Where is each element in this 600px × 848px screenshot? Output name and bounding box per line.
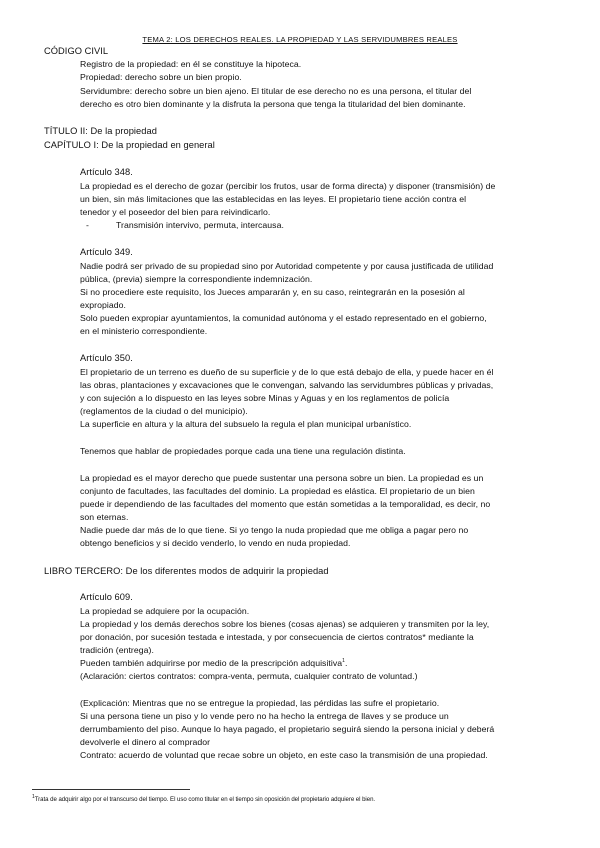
footnote-divider — [32, 789, 190, 790]
article-609-line: tradición (entrega). — [80, 645, 154, 655]
article-609-line: La propiedad se adquiere por la ocupación. — [80, 606, 250, 616]
page-title: TEMA 2: LOS DERECHOS REALES. LA PROPIEDAD Y LAS SERVIDUMBRES REALES — [142, 35, 458, 44]
explicacion-line: (Explicación: Mientras que no se entregue la propiedad, las pérdidas las sufre el propietario. — [80, 698, 440, 708]
article-350-line: La superficie en altura y la altura del subsuelo la regula el plan municipal urbanístico. — [80, 419, 412, 429]
article-349-line: expropiado. — [80, 300, 126, 310]
article-348-line: tenedor y el poseedor del bien para reivindicarlo. — [80, 207, 271, 217]
explicacion-line: derrumbamiento del piso. Aunque lo haya pagado, el propietario seguirá siendo la persona inicial y deberá — [80, 724, 495, 734]
article-349-line: en el ministerio correspondiente. — [80, 326, 208, 336]
article-609-line: La propiedad y los demás derechos sobre los bienes (cosas ajenas) se adquieren y transmiten por la ley, — [80, 619, 490, 629]
codigo-civil-line: Servidumbre: derecho sobre un bien ajeno. El titular de ese derecho no es una persona, el titular del — [80, 86, 472, 96]
article-350-line: las obras, plantaciones y excavaciones que le convengan, salvando las servidumbres públicas y privadas, — [80, 380, 494, 390]
aclaracion-line: (Aclaración: ciertos contratos: compra-venta, permuta, cualquier contrato de voluntad.) — [80, 671, 418, 681]
paragraph-line: Nadie puede dar más de lo que tiene. Si yo tengo la nuda propiedad que me obliga a pagar pero no — [80, 525, 469, 535]
footnote — [32, 793, 376, 803]
explicacion-line: Contrato: acuerdo de voluntad que recae sobre un objeto, en este caso la transmisión de una propiedad. — [80, 750, 488, 760]
libro-heading: LIBRO TERCERO: De los diferentes modos de adquirir la propiedad — [44, 566, 329, 576]
footnote-mark: 1 — [32, 793, 35, 800]
article-348-bullet: Transmisión intervivo, permuta, intercausa. — [116, 220, 284, 230]
codigo-civil-line: derecho es otro bien dominante y la disfruta la persona que tenga la titularidad del bien dominante. — [80, 99, 466, 109]
paragraph-line: La propiedad es el mayor derecho que puede sustentar una persona sobre un bien. La propiedad es un — [80, 473, 484, 483]
titulo-heading: TÍTULO II: De la propiedad — [44, 126, 157, 136]
prescripcion-end: . — [345, 658, 348, 668]
article-349-line: Si no procediere este requisito, los Jueces ampararán y, en su caso, reintegrarán en la posesión al — [80, 287, 465, 297]
article-349-line: Solo pueden expropiar ayuntamientos, la comunidad autónoma y el estado representado en el gobierno, — [80, 313, 487, 323]
codigo-civil-line: Propiedad: derecho sobre un bien propio. — [80, 72, 242, 82]
codigo-civil-line: Registro de la propiedad: en él se constituye la hipoteca. — [80, 59, 302, 69]
article-609-heading: Artículo 609. — [80, 592, 133, 602]
capitulo-heading: CAPÍTULO I: De la propiedad en general — [44, 140, 215, 150]
article-348-line: un bien, sin más limitaciones que las establecidas en las leyes. El propietario tiene acción contra el — [80, 194, 467, 204]
article-350-line: (reglamentos de la ciudad o del municipio). — [80, 406, 248, 416]
article-348-line: La propiedad es el derecho de gozar (percibir los frutos, usar de forma directa) y disponer (transmisión) de — [80, 181, 496, 191]
paragraph-line: puede ir dependiendo de las facultades del momento que están sometidas a la temporalidad, es decir, no — [80, 499, 491, 509]
paragraph-line: conjunto de facultades, las facultades del dominio. La propiedad es elástica. El propietario de un bien — [80, 486, 475, 496]
codigo-civil-heading: CÓDIGO CIVIL — [44, 46, 109, 56]
prescripcion-text: Pueden también adquirirse por medio de la prescripción adquisitiva — [80, 658, 343, 668]
paragraph-line: obtengo beneficios y si decido venderlo, lo vendo en nuda propiedad. — [80, 538, 351, 548]
article-350-line: El propietario de un terreno es dueño de su superficie y de lo que está debajo de ella, y puede hacer en él — [80, 367, 494, 377]
article-349-heading: Artículo 349. — [80, 247, 133, 257]
article-349-line: pública, (previa) siempre la correspondiente indemnización. — [80, 274, 313, 284]
explicacion-line: devolverle el dinero al comprador — [80, 737, 211, 747]
footnote-text: Trata de adquirir algo por el transcurso del tiempo. El uso como titular en el tiempo sin oposición del propietario adquiere el bien. — [34, 796, 376, 803]
footnote-ref[interactable]: 1 — [342, 658, 345, 665]
note-line: Tenemos que hablar de propiedades porque cada una tiene una regulación distinta. — [80, 446, 406, 456]
paragraph-line: son eternas. — [80, 512, 129, 522]
article-350-heading: Artículo 350. — [80, 353, 133, 363]
article-349-line: Nadie podrá ser privado de su propiedad sino por Autoridad competente y por causa justificada de utilidad — [80, 261, 494, 271]
article-348-heading: Artículo 348. — [80, 167, 133, 177]
prescripcion-line — [80, 658, 347, 669]
article-609-line: por donación, por sucesión testada e intestada, y por consecuencia de ciertos contratos* mediante la — [80, 632, 474, 642]
bullet-marker: - — [86, 220, 89, 230]
explicacion-line: Si una persona tiene un piso y lo vende pero no ha hecho la entrega de llaves y se produce un — [80, 711, 449, 721]
article-350-line: y con sujeción a lo dispuesto en las leyes sobre Minas y Aguas y en los reglamentos de policía — [80, 393, 450, 403]
